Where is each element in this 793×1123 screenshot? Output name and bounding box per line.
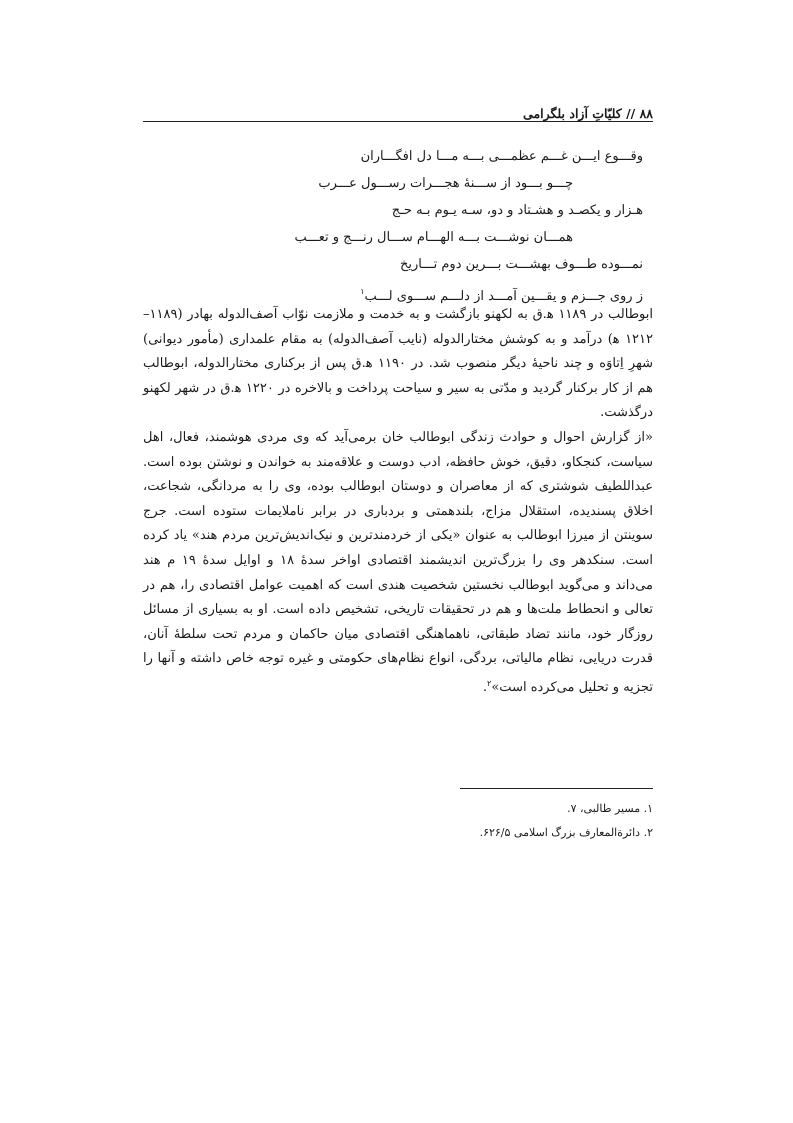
footnote-divider bbox=[460, 788, 653, 789]
footnote-reference: ۲ bbox=[487, 678, 492, 688]
footnote-item: ۱. مسیر طالبی، ۷. bbox=[567, 802, 653, 815]
poem-verse bbox=[143, 278, 653, 305]
quote-text: «از گزارش احوال و حوادث زندگی ابوطالب خان برمی‌آید که وی مردی هوشمند، فعال، اهل سیاست، کنجکاو، دقیق، خوش حافظه، ادب دوست و علاقه‌مند به خواندن و نوشتن بوده است. عبداللطیف شوشتری که از معاصران و دوستان ابوطالب بوده، وی را به مردانگی، شجاعت، اخلاق پسندیده، استقلال مزاج، بلندهمتی و بردباری در برابر ناملایمات ستوده است. جرج سوینتن از میرزا ابوطالب به عنوان «یکی از خردمندترین و نیک‌اندیش‌ترین مردم هند» یاد کرده است. سنکدهر وی را بزرگ‌ترین اندیشمند اقتصادی اواخر سدهٔ ۱۸ و اوایل سدهٔ ۱۹ م هند می‌داند و می‌گوید ابوطالب نخستین شخصیت هندی است که اهمیت عوامل اقتصادی را، هم در تعالی و انحطاط ملت‌ها و هم در تحقیقات تاریخی، تشخیص داده است. او به بسیاری از مسائل روزگار خود، مانند تضاد طبقاتی، ناهماهنگی اقتصادی میان حاکمان و مردم تحت سلطهٔ آنان، قدرت دریایی، نظام مالیاتی، بردگی، انواع نظام‌های حکومتی و غیره توجه خاص داشته و آنها را تجزیه و تحلیل می‌کرده است» bbox=[143, 429, 653, 695]
paragraph: ابوطالب در ۱۱۸۹ ﻫ.ق به لکهنو بازگشت و به خدمت و ملازمت نوّاب آصف‌الدوله بهادر (۱۱۸۹–۱۲۱۲ ﻫ) درآمد و به کوشش مختارالدوله (نایب آصف‌الدوله) به مقام علمداری (مأمور دیوانی) شهرِ اِتاوَه و چند ناحیهٔ دیگر منصوب شد. در ۱۱۹۰ ﻫ.ق پس از برکناری مختارالدوله، ابوطالب هم از کار برکنار گردید و مدّتی به سیر و سیاحت پرداخت و بالاخره در ۱۲۲۰ ﻫ.ق در شهر لکهنو درگذشت. bbox=[143, 307, 653, 421]
poem-verse-text: ز روی جـــزم و یقـــین آمـــد از دلـــم ســـوی لـــب bbox=[364, 289, 643, 304]
poem-verse: هـزار و یکصـد و هشـتاد و دو، سـه یـوم بـه حـج bbox=[391, 203, 643, 218]
running-header bbox=[143, 93, 653, 121]
footnotes bbox=[143, 797, 653, 845]
poem-verse: وقـــوع ایـــن غـــم عظمـــی بـــه مـــا دل افگـــاران bbox=[360, 149, 643, 164]
header-divider bbox=[143, 121, 653, 122]
quoted-paragraph bbox=[143, 426, 653, 701]
footnote-reference: ۱ bbox=[360, 287, 365, 296]
poem-verse: همـــان نوشـــت بـــه الهـــام ســـال رنـــج و تعـــب bbox=[294, 230, 573, 245]
body-text bbox=[143, 303, 653, 701]
poem-verse: نمـــوده طـــوف بهشـــت بـــرین دوم تـــاریخ bbox=[399, 257, 643, 272]
footnote-item: ۲. دائرةالمعارف بزرگ اسلامی ۶۲۶/۵. bbox=[479, 826, 653, 839]
poem-verse: چـــو بـــود از ســـنهٔ هجـــرات رســـول عـــرب bbox=[318, 176, 573, 191]
header-page-title: ۸۸ // کلیّاتِ آزاد بلگرامی bbox=[523, 106, 653, 121]
quote-end: . bbox=[482, 679, 488, 695]
poem-block bbox=[143, 143, 653, 305]
